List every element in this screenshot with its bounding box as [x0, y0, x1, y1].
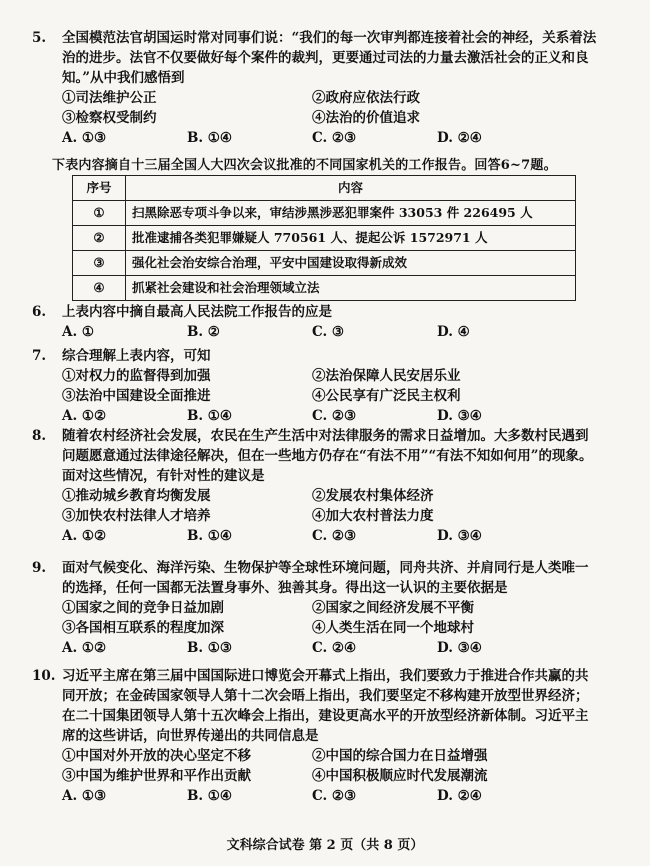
statement-4: ④法治的价值追求 — [312, 110, 420, 126]
statement-3: ③法治中国建设全面推进 — [62, 388, 211, 404]
statement-2: ②法治保障人民安居乐业 — [312, 368, 461, 384]
answer-choices — [62, 322, 600, 342]
choice-c: C. ②③ — [312, 528, 357, 544]
question-number: 9. — [32, 560, 47, 576]
table-row — [73, 201, 576, 226]
choice-a: A. ①② — [62, 640, 107, 656]
statement-1: ①推动城乡教育均衡发展 — [62, 488, 211, 504]
row-number: ③ — [73, 251, 126, 276]
question-7 — [32, 346, 600, 426]
choice-c: C. ②③ — [312, 788, 357, 804]
row-content: 抓紧社会建设和社会治理领域立法 — [126, 276, 576, 301]
question-number: 6. — [32, 304, 47, 320]
statement-3: ③各国相互联系的程度加深 — [62, 620, 224, 636]
page-footer: 文科综合试卷 第 2 页（共 8 页） — [226, 838, 424, 853]
answer-choices — [62, 406, 600, 426]
choice-d: D. ④ — [437, 324, 470, 340]
statement-2: ②发展农村集体经济 — [312, 488, 434, 504]
row-content: 扫黑除恶专项斗争以来，审结涉黑涉恶犯罪案件 33053 件 226495 人 — [126, 201, 576, 226]
answer-choices — [62, 638, 600, 658]
question-stem: 上表内容中摘自最高人民法院工作报告的应是 — [62, 304, 332, 320]
column-header-number: 序号 — [73, 176, 126, 201]
column-header-content: 内容 — [126, 176, 576, 201]
question-stem: 综合理解上表内容，可知 — [62, 348, 211, 364]
choice-a: A. ①③ — [62, 130, 107, 146]
statement-2: ②国家之间经济发展不平衡 — [312, 600, 474, 616]
statement-1: ①国家之间的竞争日益加剧 — [62, 600, 224, 616]
question-stem: 随着农村经济社会发展，农民在生产生活中对法律服务的需求日益增加。大多数村民遇到问题愿意通过法律途径解决，但在一些地方仍存在“有法不用”“有法不知如何用”的现象。面对这些情况，有针对性的建议是 — [62, 428, 593, 484]
choice-a: A. ①② — [62, 408, 107, 424]
answer-choices — [62, 526, 600, 546]
question-number: 7. — [32, 348, 47, 364]
statement-4: ④中国积极顺应时代发展潮流 — [312, 768, 488, 784]
choice-c: C. ②③ — [312, 408, 357, 424]
question-5 — [32, 28, 600, 148]
choice-d: D. ③④ — [437, 640, 482, 656]
question-number: 10. — [32, 668, 56, 684]
statement-options — [62, 598, 600, 638]
statement-4: ④人类生活在同一个地球村 — [312, 620, 474, 636]
question-stem: 面对气候变化、海洋污染、生物保护等全球性环境问题，同舟共济、并肩同行是人类唯一的选择，任何一国都无法置身事外、独善其身。得出这一认识的主要依据是 — [62, 560, 589, 596]
choice-a: A. ①③ — [62, 788, 107, 804]
choice-b: B. ② — [187, 324, 220, 340]
answer-choices — [62, 786, 600, 806]
statement-3: ③加快农村法律人才培养 — [62, 508, 211, 524]
choice-b: B. ①④ — [187, 130, 233, 146]
statement-options — [62, 486, 600, 526]
statement-1: ①司法维护公正 — [62, 90, 157, 106]
table-row — [73, 251, 576, 276]
choice-c: C. ②④ — [312, 640, 357, 656]
statement-4: ④公民享有广泛民主权利 — [312, 388, 461, 404]
table-intro: 下表内容摘自十三届全国人大四次会议批准的不同国家机关的工作报告。回答6~7题。 — [52, 158, 557, 173]
choice-b: B. ①④ — [187, 408, 233, 424]
question-number: 8. — [32, 428, 47, 444]
question-stem: 全国模范法官胡国运时常对同事们说：“我们的每一次审判都连接着社会的神经，关系着法治的进步。法官不仅要做好每个案件的裁判，更要通过司法的力量去激活社会的正义和良知。”从中我们感悟到 — [62, 30, 597, 86]
row-number: ④ — [73, 276, 126, 301]
choice-d: D. ③④ — [437, 408, 482, 424]
choice-d: D. ②④ — [437, 788, 482, 804]
statement-1: ①对权力的监督得到加强 — [62, 368, 211, 384]
table-row — [73, 226, 576, 251]
choice-a: A. ① — [62, 324, 94, 340]
question-stem: 习近平主席在第三届中国国际进口博览会开幕式上指出，我们要致力于推进合作共赢的共同开放；在金砖国家领导人第十二次会晤上指出，我们要坚定不移构建开放型世界经济；在二十国集团领导人第十五次峰会上指出，建设更高水平的开放型经济新体制。习近平主席的这些讲话，向世界传递出的共同信息是 — [62, 668, 589, 744]
question-8 — [32, 426, 600, 546]
table-row — [73, 276, 576, 301]
choice-b: B. ①④ — [187, 788, 233, 804]
statement-2: ②政府应依法行政 — [312, 90, 420, 106]
row-content: 强化社会治安综合治理，平安中国建设取得新成效 — [126, 251, 576, 276]
statement-options — [62, 88, 600, 128]
choice-d: D. ③④ — [437, 528, 482, 544]
row-number: ① — [73, 201, 126, 226]
statement-3: ③中国为维护世界和平作出贡献 — [62, 768, 251, 784]
statement-options — [62, 366, 600, 406]
question-number: 5. — [32, 30, 47, 46]
choice-b: B. ①③ — [187, 640, 233, 656]
question-9 — [32, 558, 600, 658]
choice-b: B. ①④ — [187, 528, 233, 544]
statement-3: ③检察权受制约 — [62, 110, 157, 126]
choice-c: C. ②③ — [312, 130, 357, 146]
statement-1: ①中国对外开放的决心坚定不移 — [62, 748, 251, 764]
row-number: ② — [73, 226, 126, 251]
choice-a: A. ①② — [62, 528, 107, 544]
table-header-row — [73, 176, 576, 201]
question-6 — [32, 302, 600, 342]
report-table — [72, 175, 576, 301]
statement-options — [62, 746, 600, 786]
answer-choices — [62, 128, 600, 148]
choice-d: D. ②④ — [437, 130, 482, 146]
statement-4: ④加大农村普法力度 — [312, 508, 434, 524]
question-10 — [32, 666, 600, 806]
choice-c: C. ③ — [312, 324, 345, 340]
row-content: 批准逮捕各类犯罪嫌疑人 770561 人、提起公诉 1572971 人 — [126, 226, 576, 251]
statement-2: ②中国的综合国力在日益增强 — [312, 748, 488, 764]
